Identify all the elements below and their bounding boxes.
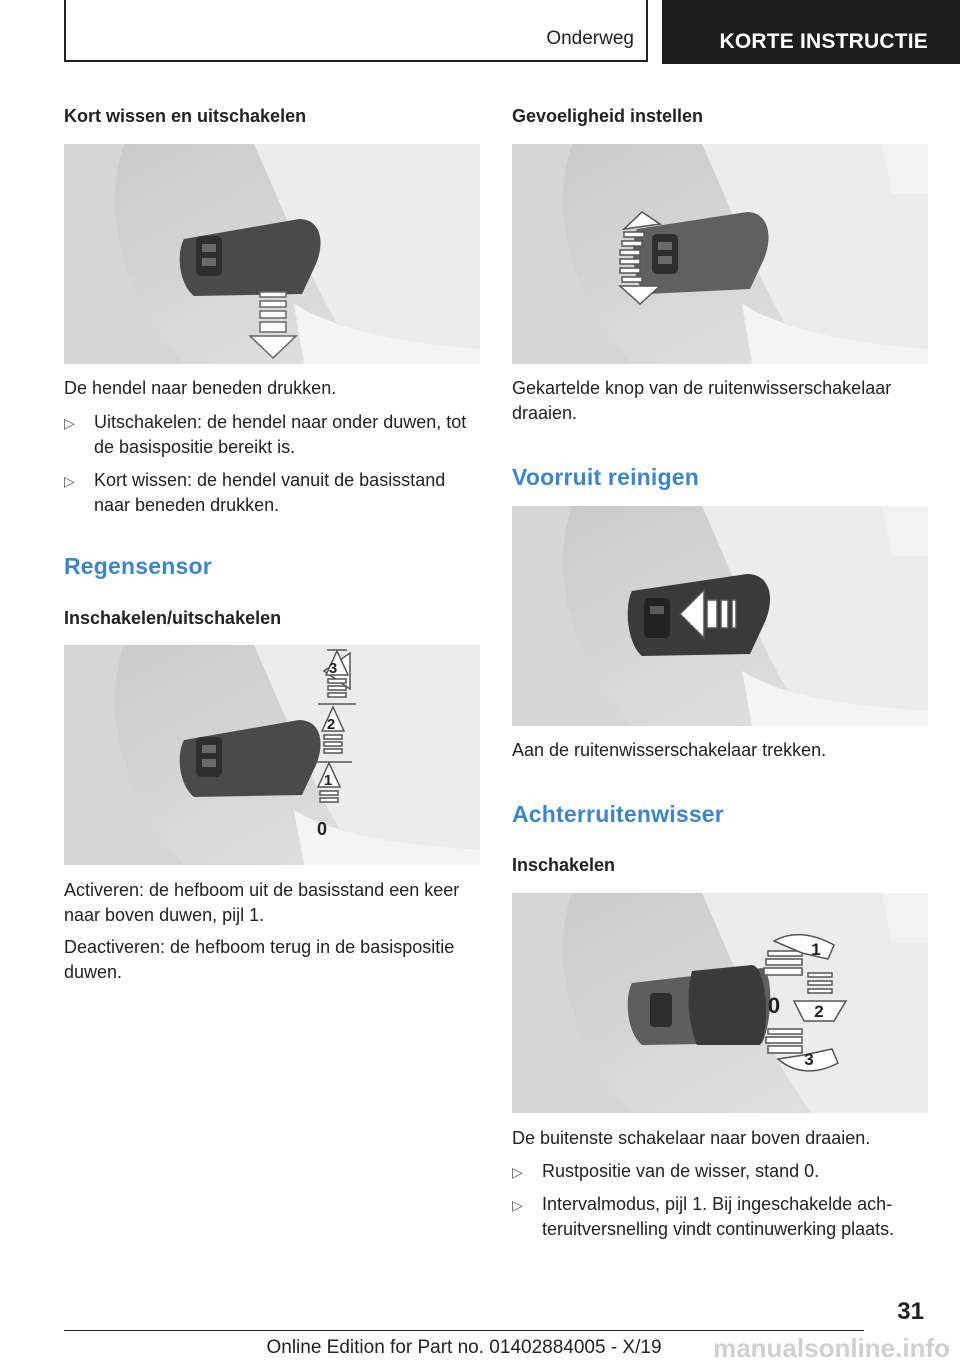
figure-rain-sensor [64, 645, 480, 865]
triangle-right-icon: ▷ [512, 1197, 523, 1213]
heading-inschakelen-uitschakelen: Inschakelen/uitschakelen [64, 608, 282, 628]
caption-washer: Aan de ruitenwisserschakelaar trekken. [512, 740, 827, 760]
triangle-right-icon: ▷ [64, 473, 75, 489]
rear-label-2: 2 [814, 1002, 824, 1021]
heading-inschakelen: Inschakelen [512, 855, 616, 875]
footer-divider [64, 1330, 864, 1331]
paragraph-deactiveren: Deactiveren: de hefboom terug in de basispositie duwen. [64, 937, 455, 982]
rain-label-1: 1 [323, 772, 333, 789]
bullet-item [512, 1192, 928, 1242]
footer-edition: Online Edition for Part no. 01402884005 - X/19 [266, 1337, 662, 1358]
rain-label-2: 2 [326, 716, 336, 733]
rear-wiper-illustration [512, 893, 928, 1113]
washer-pull-illustration [512, 506, 928, 726]
rain-label-3: 3 [328, 660, 338, 677]
header-section-box [64, 0, 648, 62]
heading-achterruitenwisser: Achterruitenwisser [512, 801, 724, 827]
figure-sensitivity-knob [512, 144, 928, 364]
watermark: manualsonline.info [713, 1333, 950, 1363]
bullet-item [64, 468, 480, 518]
triangle-right-icon: ▷ [512, 1164, 523, 1180]
caption-sensitivity: Gekartelde knop van de ruitenwisserschakelaar draaien. [512, 378, 892, 423]
figure-rear-wiper [512, 893, 928, 1113]
rear-label-1: 1 [811, 940, 821, 959]
lever-down-illustration [64, 144, 480, 364]
paragraph-activeren: Activeren: de hefboom uit de basisstand een keer naar boven duwen, pijl 1. [64, 880, 460, 925]
page-header [64, 0, 960, 66]
header-chapter-box [662, 0, 960, 64]
bullet-item [64, 410, 480, 460]
heading-regensensor: Regensensor [64, 553, 212, 579]
heading-voorruit-reinigen: Voorruit reinigen [512, 464, 699, 490]
rear-label-3: 3 [804, 1050, 814, 1069]
page-number: 31 [897, 1298, 924, 1325]
rain-sensor-illustration [64, 645, 480, 865]
bullet-text: Intervalmodus, pijl 1. Bij ingeschakelde achteruitversnelling vindt continuwerking plaats. [542, 1194, 895, 1239]
triangle-right-icon: ▷ [64, 415, 75, 431]
caption-rear-wiper: De buitenste schakelaar naar boven draaien. [512, 1128, 871, 1148]
bullet-text: Rustpositie van de wisser, stand 0. [542, 1161, 820, 1181]
bullet-text: Kort wissen: de hendel vanuit de basisstand naar beneden drukken. [94, 470, 446, 515]
figure-lever-down [64, 144, 480, 364]
header-section-title: Onderweg [546, 28, 634, 49]
bullet-item [512, 1159, 928, 1184]
heading-kort-wissen: Kort wissen en uitschakelen [64, 106, 307, 126]
sensitivity-knob-illustration [512, 144, 928, 364]
rain-label-0: 0 [316, 819, 328, 839]
rear-label-0: 0 [767, 993, 781, 1018]
heading-gevoeligheid: Gevoeligheid instellen [512, 106, 704, 126]
caption-lever-down: De hendel naar beneden drukken. [64, 378, 337, 398]
header-chapter-title: KORTE INSTRUCTIE [719, 30, 928, 53]
bullet-text: Uitschakelen: de hendel naar onder duwen, tot de basispositie bereikt is. [94, 412, 467, 457]
figure-washer-pull [512, 506, 928, 726]
